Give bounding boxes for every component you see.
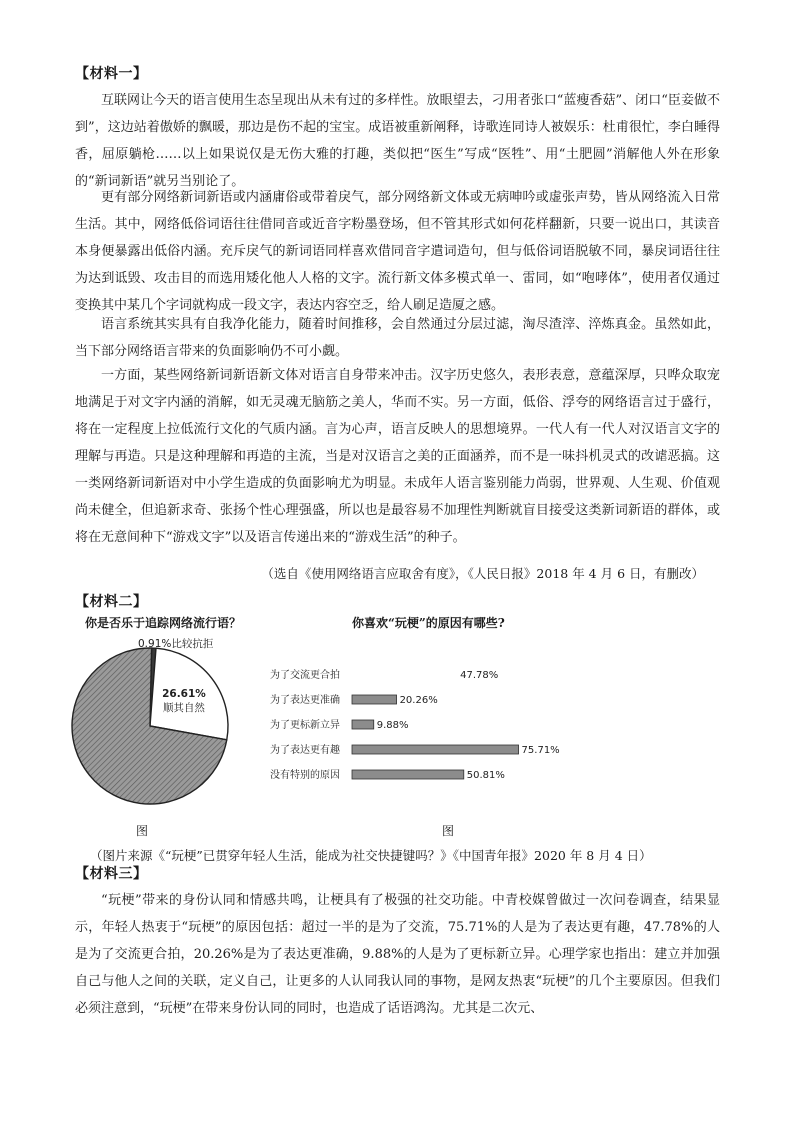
bar-chart — [270, 660, 630, 805]
bar-value-label-3: 75.71% — [521, 745, 560, 756]
bar-value-label-2: 9.88% — [376, 720, 409, 731]
material3-heading: 【材料三】 — [75, 866, 148, 882]
pie-slices — [72, 648, 228, 804]
bar-4 — [352, 770, 464, 779]
bar-value-label-0: 47.78% — [460, 670, 499, 681]
material1-source: （选自《使用网络语言应取舍有度》，《人民日报》2018 年 4 月 6 日，有删改） — [261, 566, 704, 581]
material2-heading: 【材料二】 — [75, 594, 148, 610]
pie-slice-label-0: 0.91%比较抗拒 — [138, 638, 214, 650]
bar-category-label-1: 为了表达更准确 — [270, 695, 340, 706]
material3-paragraph: “玩梗”带来的身份认同和情感共鸣，让梗具有了极强的社交功能。中青校媒曾做过一次问卷调查，结果显示，年轻人热衷于“玩梗”的原因包括：超过一半的是为了交流，75.71%的人是为了表达更有趣，47.78%的人是为了交流更合拍，20.26%是为了表达更准确，9.88%的人是为了更标新立异。心理学家也指出：建立并加强自己与他人之间的关联，定义自己，让更多的人认同我认同的事物，是网友热衷“玩梗”的几个主要原因。但我们必须注意到，“玩梗”在带来身份认同的同时，也造成了话语鸿沟。尤其是二次元、 — [75, 893, 720, 1016]
bar-3 — [352, 745, 519, 754]
pie-slice-label-1: 顺其自然 — [162, 701, 205, 714]
bar-0 — [352, 670, 457, 679]
material1-paragraph-4: 一方面，某些网络新词新语新文体对语言自身带来冲击。汉字历史悠久，表形表意，意蕴深厚，只哗众取宠地满足于对文字内涵的消解，如无灵魂无脑筋之美人，华而不实。另一方面，低俗、浮夸的网络语言过于盛行，将在一定程度上拉低流行文化的气质内涵。言为心声，语言反映人的思想境界。一代人有一代人对汉语言文字的理解与再造。只是这种理解和再造的主流，当是对汉语言之美的正面涵养，而不是一味抖机灵式的改谑恶搞。这一类网络新词新语对中小学生造成的负面影响尤为明显。未成年人语言鉴别能力尚弱，世界观、人生观、价值观尚未健全，但追新求奇、张扬个性心理强盛，所以也是最容易不加理性判断就盲目接受这类新词新语的群体，或将在无意间种下“游戏文字”以及语言传递出来的“游戏生活”的种子。 — [75, 368, 720, 545]
bar-value-label-4: 50.81% — [466, 770, 505, 781]
material1-heading: 【材料一】 — [75, 66, 148, 82]
bar-1 — [352, 695, 397, 704]
material1-paragraph-2: 更有部分网络新词新语或内涵庸俗或带着戾气，部分网络新文体或无病呻吟或虚张声势，皆从网络流入日常生活。其中，网络低俗词语往往借同音或近音字粉墨登场，但不管其形式如何花样翻新，只要一说出口，其读音本身便暴露出低俗内涵。充斥戾气的新词语同样喜欢借同音字遣词造句，但与低俗词语脱敏不同，暴戾词语往往为达到诋毁、攻击目的而选用矮化他人人格的文字。流行新文体多模式单一、雷同，如“咆哮体”，使用者仅通过变换其中某几个字词就构成一段文字，表达内容空乏，给人刷足造厦之感。 — [75, 190, 720, 313]
pie-slice-percent-1: 26.61% — [162, 687, 206, 700]
pie-chart-title: 你是否乐于追踪网络流行语？ — [85, 616, 242, 630]
bar-2 — [352, 720, 374, 729]
material1-paragraph-3: 语言系统其实具有自我净化能力，随着时间推移，会自然通过分层过滤，淘尽渣滓、淬炼真金。虽然如此，当下部分网络语言带来的负面影响仍不可小觑。 — [75, 317, 720, 359]
bar-category-label-0: 为了交流更合拍 — [270, 670, 340, 681]
bar-chart-caption: 图 — [442, 824, 455, 838]
pie-chart — [60, 636, 240, 816]
bar-category-label-3: 为了表达更有趣 — [270, 745, 340, 756]
material1-paragraph-1: 互联网让今天的语言使用生态呈现出从未有过的多样性。放眼望去，刁用者张口“蓝瘦香菇”、闭口“臣妾做不到”，这边站着傲娇的飘暖，那边是伤不起的宝宝。成语被重新阐释，诗歌连同诗人被娱乐：杜甫很忙，李白睡得香，屈原躺枪……以上如果说仅是无伤大雅的打趣，类似把“医生”写成“医牲”、用“土肥圆”消解他人外在形象的“新词新语”就另当别论了。 — [75, 93, 720, 189]
bar-category-label-4: 没有特别的原因 — [270, 770, 340, 781]
bar-chart-title: 你喜欢“玩梗”的原因有哪些? — [352, 616, 505, 630]
pie-chart-caption: 图 — [136, 824, 149, 838]
bar-category-label-2: 为了更标新立异 — [270, 720, 340, 731]
material2-source: （图片来源《“玩梗”已贯穿年轻人生活，能成为社交快捷键吗？》《中国青年报》2020 年 8 月 4 日） — [90, 848, 652, 863]
bar-value-label-1: 20.26% — [399, 695, 438, 706]
